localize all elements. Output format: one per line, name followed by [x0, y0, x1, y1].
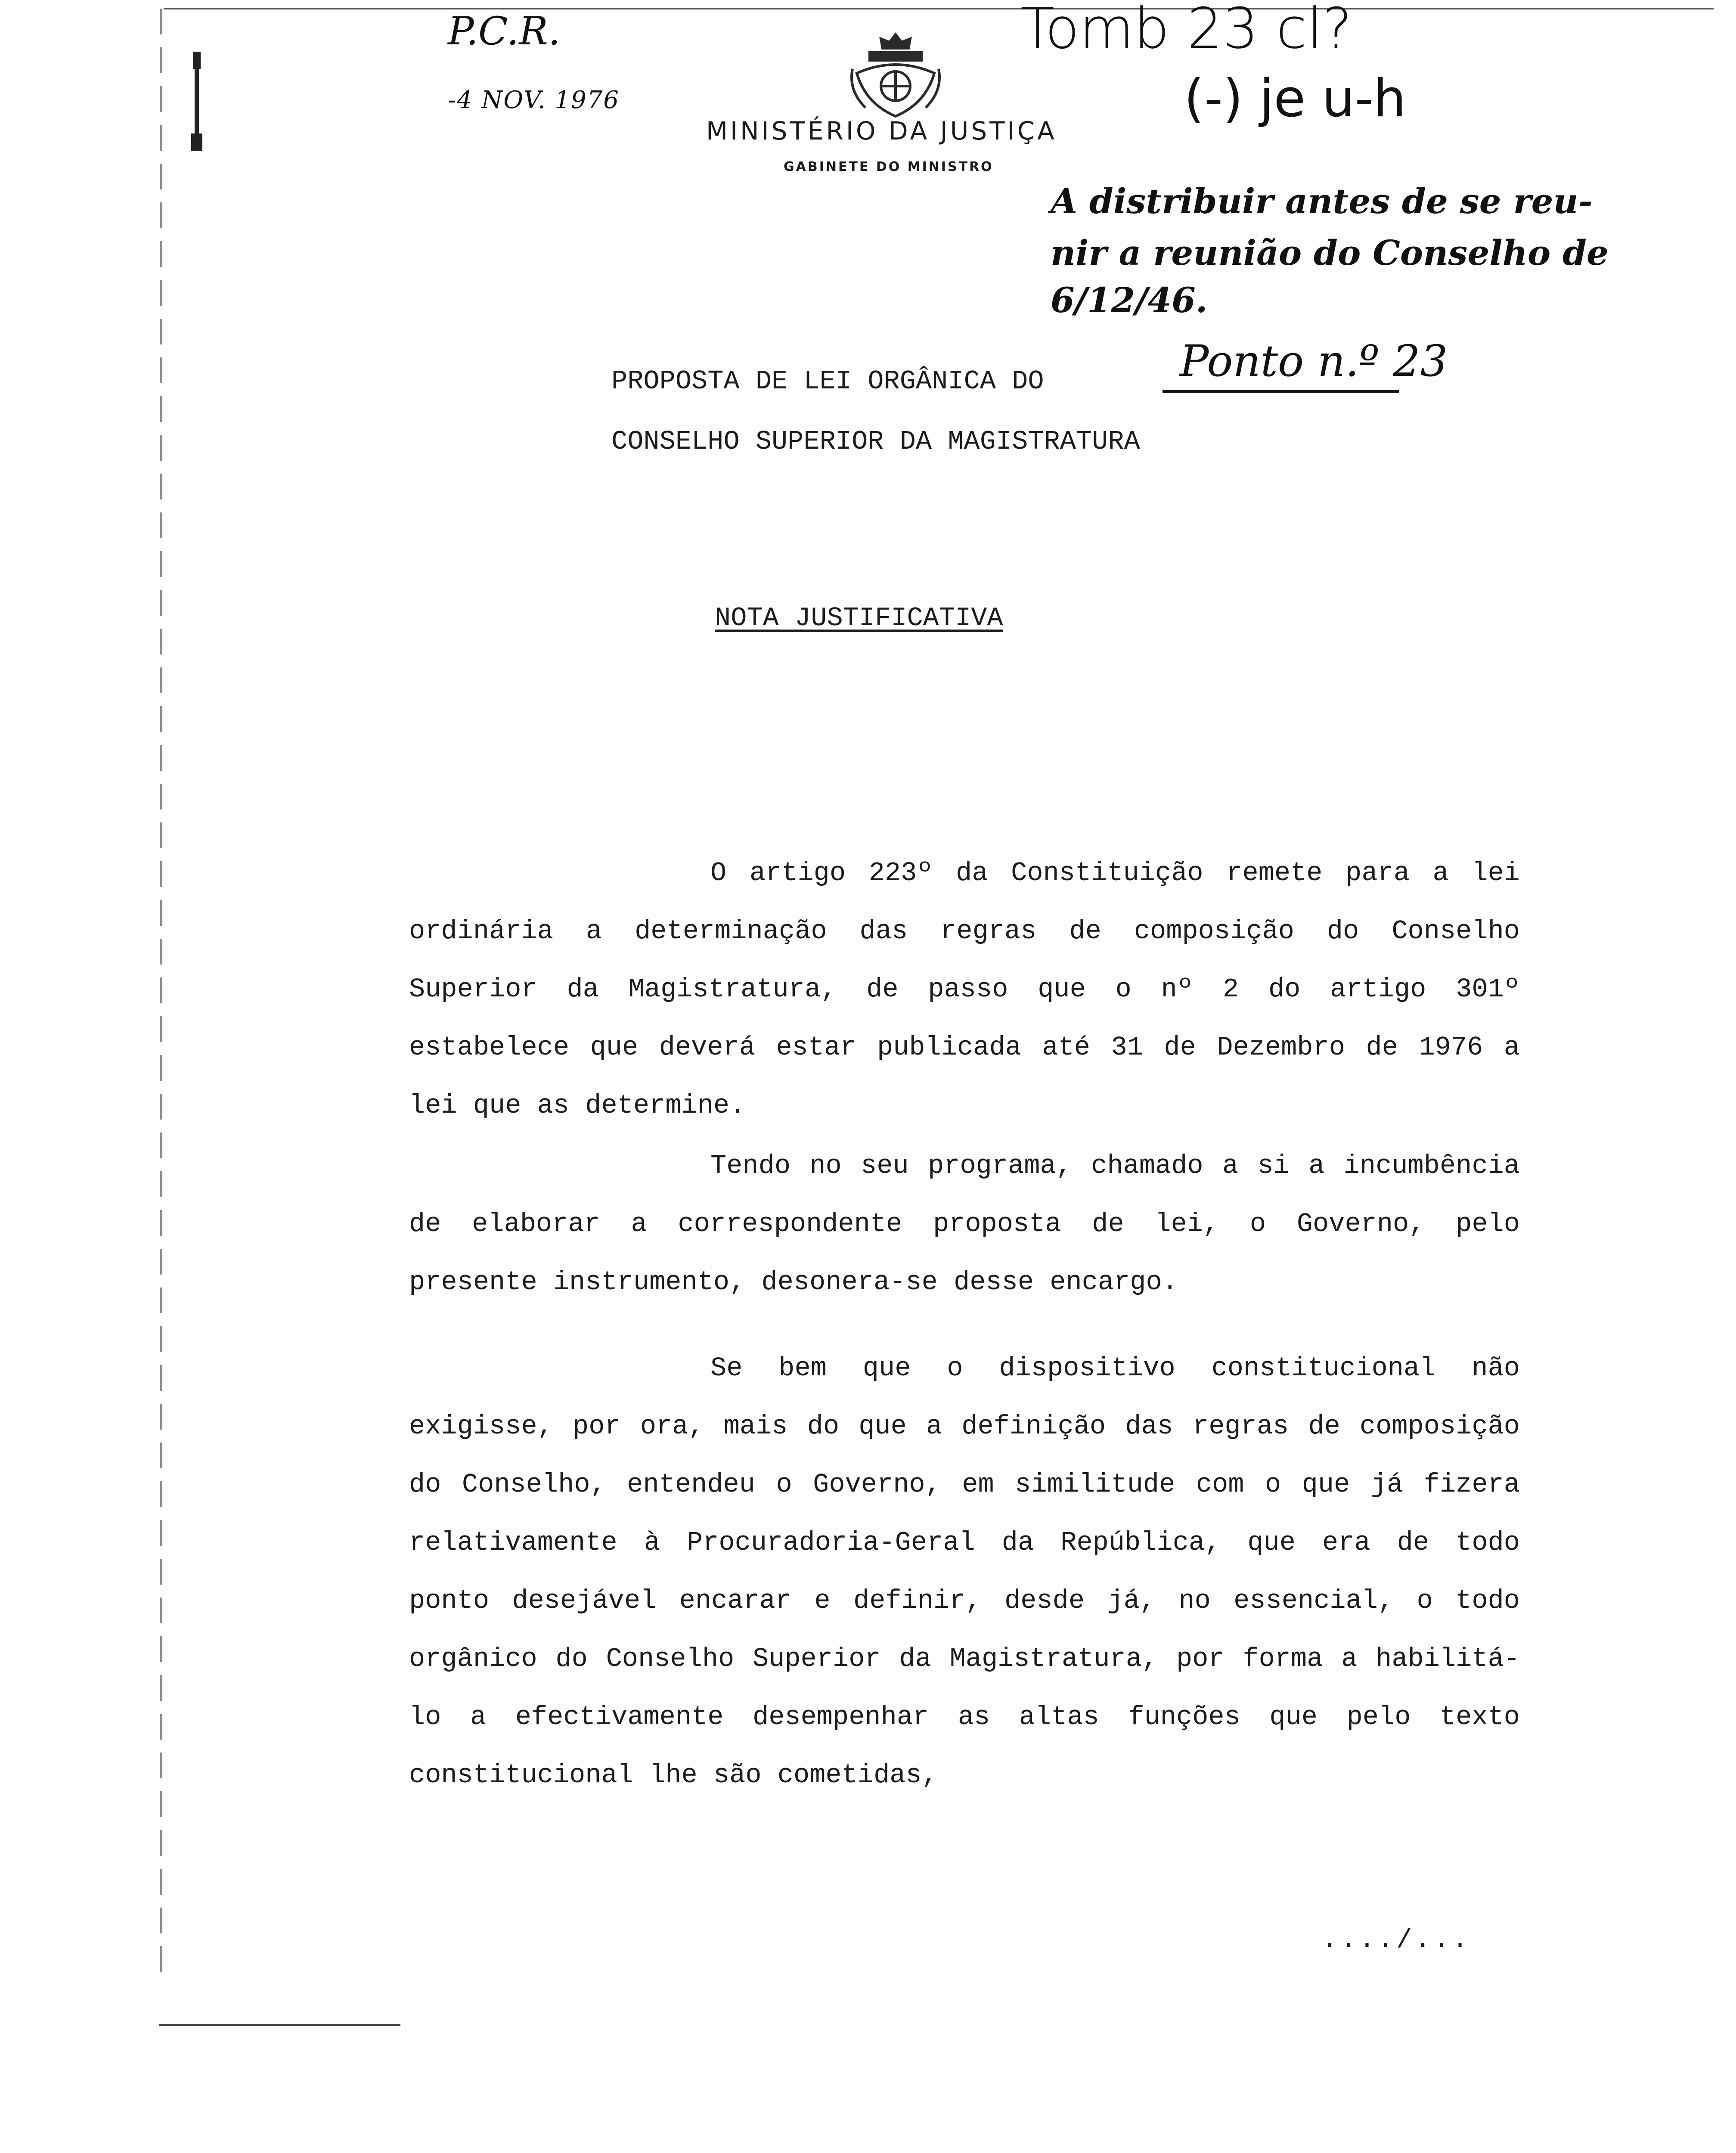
- handwritten-reference-second: (-) je u-h: [1184, 69, 1406, 129]
- paragraph: Tendo no seu programa, chamado a si a incumbência de elaborar a correspondente proposta de lei, o Governo, pelo presente instrumento, desonera-se desse encargo.: [409, 1151, 1520, 1297]
- continuation-mark: ..../...: [1322, 1925, 1471, 1955]
- scan-edge-left: [160, 9, 162, 1972]
- point-underline: [1162, 390, 1399, 393]
- coat-of-arms-icon: [840, 26, 952, 125]
- scan-edge-top: [164, 8, 1714, 9]
- title-line-2: CONSELHO SUPERIOR DA MAGISTRATURA: [611, 426, 1140, 457]
- date-stamp: -4 NOV. 1976: [448, 86, 620, 114]
- scan-edge-bottom: [159, 2024, 400, 2026]
- handwritten-note-line: A distribuir antes de se reu-: [1051, 181, 1593, 221]
- section-heading: NOTA JUSTIFICATIVA: [715, 603, 1003, 633]
- title-line-1: PROPOSTA DE LEI ORGÂNICA DO: [611, 366, 1044, 397]
- ministry-name: MINISTÉRIO DA JUSTIÇA: [706, 116, 1057, 146]
- paragraph: Se bem que o dispositivo constitucional não exigisse, por ora, mais do que a definição das regras de composição do Conselho, entendeu o Governo, em similitude com o que já fizera relativamente à Procuradoria-Geral da República, que era de todo ponto desejável encarar e definir, desde já, no essencial, o todo orgânico do Conselho Superior da Magistratura, por forma a habilitá-lo a efectivamente desempenhar as altas funções que pelo texto constitucional lhe são cometidas,: [409, 1353, 1520, 1790]
- handwritten-initials: P.C.R.: [448, 9, 561, 54]
- handwritten-reference: Tomb 23 cl?: [1020, 0, 1352, 61]
- binder-clip-icon: [189, 52, 204, 151]
- paragraph: O artigo 223º da Constituição remete para a lei ordinária a determinação das regras de composição do Conselho Superior da Magistratura, de passo que o nº 2 do artigo 301º estabelece que deverá estar publicada até 31 de Dezembro de 1976 a lei que as determine.: [409, 858, 1520, 1121]
- handwritten-note-line: nir a reunião do Conselho de: [1051, 233, 1609, 273]
- handwritten-note-line: 6/12/46.: [1051, 280, 1208, 320]
- handwritten-point-number: Ponto n.º 23: [1180, 336, 1448, 386]
- cabinet-name: GABINETE DO MINISTRO: [784, 159, 994, 174]
